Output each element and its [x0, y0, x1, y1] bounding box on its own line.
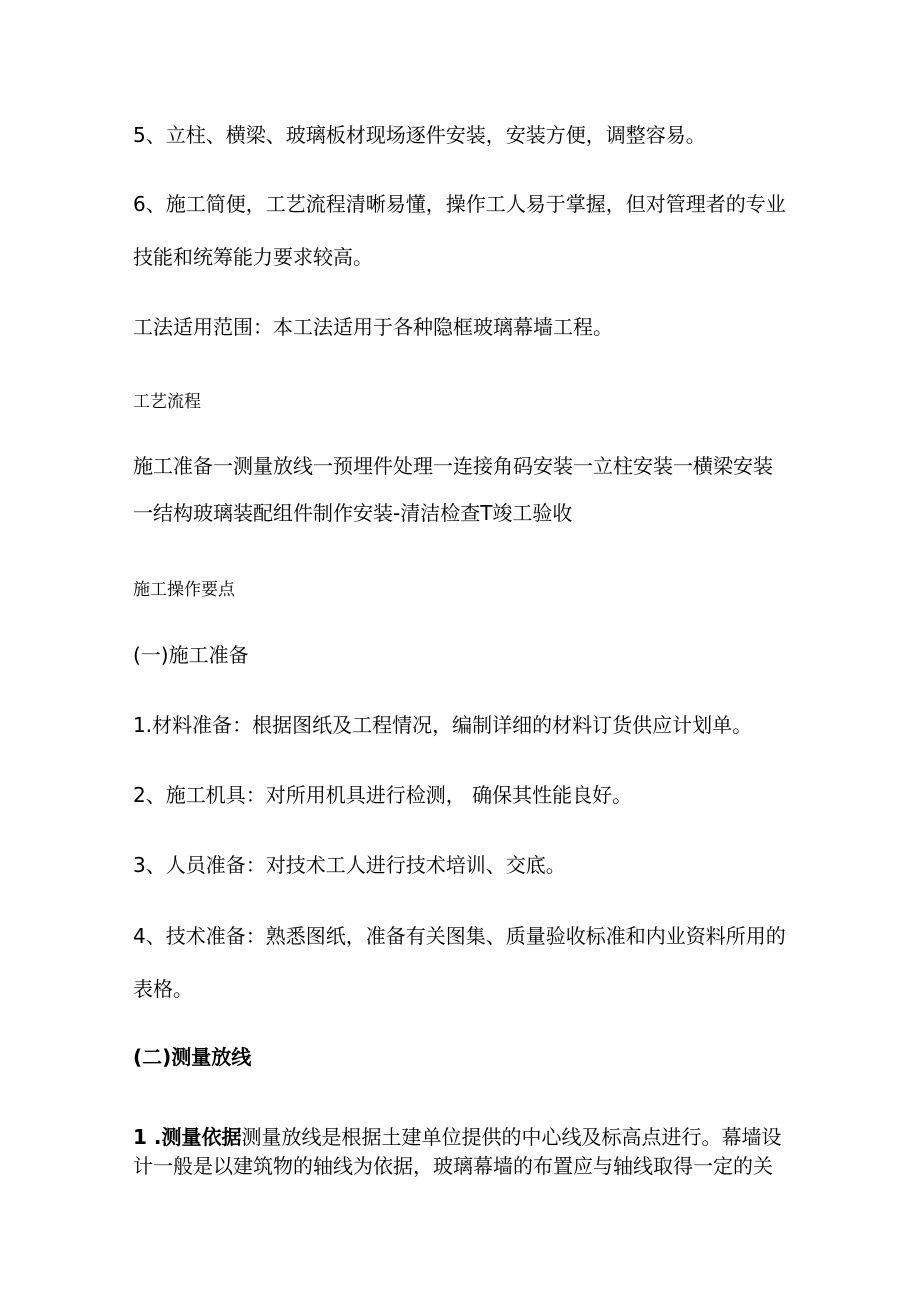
process-flow-line-1: 施工准备一测量放线一预埋件处理一连接角码安装一立柱安装一横梁安装 [133, 454, 773, 478]
prep-item-3: 3、人员准备：对技术工人进行技术培训、交底。 [133, 853, 566, 877]
paragraph-item-6-line-2: 技能和统筹能力要求较高。 [133, 245, 373, 269]
prep-item-4-line-2: 表格。 [133, 977, 193, 1001]
measure-paragraph-line-2: 计一般是以建筑物的轴线为依据，玻璃幕墙的布置应与轴线取得一定的关 [133, 1154, 773, 1178]
measure-paragraph-line-1 [133, 1123, 781, 1151]
scope-paragraph: 工法适用范围：本工法适用于各种隐框玻璃幕墙工程。 [133, 315, 613, 339]
paragraph-item-6-line-1: 6、施工简便，工艺流程清晰易懂，操作工人易于掌握，但对管理者的专业 [133, 192, 786, 216]
process-heading: 工艺流程 [133, 392, 201, 412]
prep-item-4-line-1: 4、技术准备：熟悉图纸，准备有关图集、质量验收标准和内业资料所用的 [133, 924, 786, 948]
measure-basis-label: 1 .测量依据 [133, 1125, 242, 1149]
prep-item-2: 2、施工机具：对所用机具进行检测， 确保其性能良好。 [133, 783, 633, 807]
key-points-heading: 施工操作要点 [133, 580, 235, 600]
measure-basis-text: 测量放线是根据土建单位提供的中心线及标高点进行。幕墙设 [241, 1125, 782, 1149]
prep-item-1: 1.材料准备：根据图纸及工程情况，编制详细的材料订货供应计划单。 [133, 713, 753, 737]
section-1-heading: (一)施工准备 [133, 643, 249, 667]
process-flow-line-2: 一结构玻璃装配组件制作安装-清洁检查T竣工验收 [133, 501, 573, 525]
paragraph-item-5: 5、立柱、横梁、玻璃板材现场逐件安装，安装方便，调整容易。 [133, 123, 706, 147]
section-2-heading: (二)测量放线 [133, 1045, 252, 1069]
